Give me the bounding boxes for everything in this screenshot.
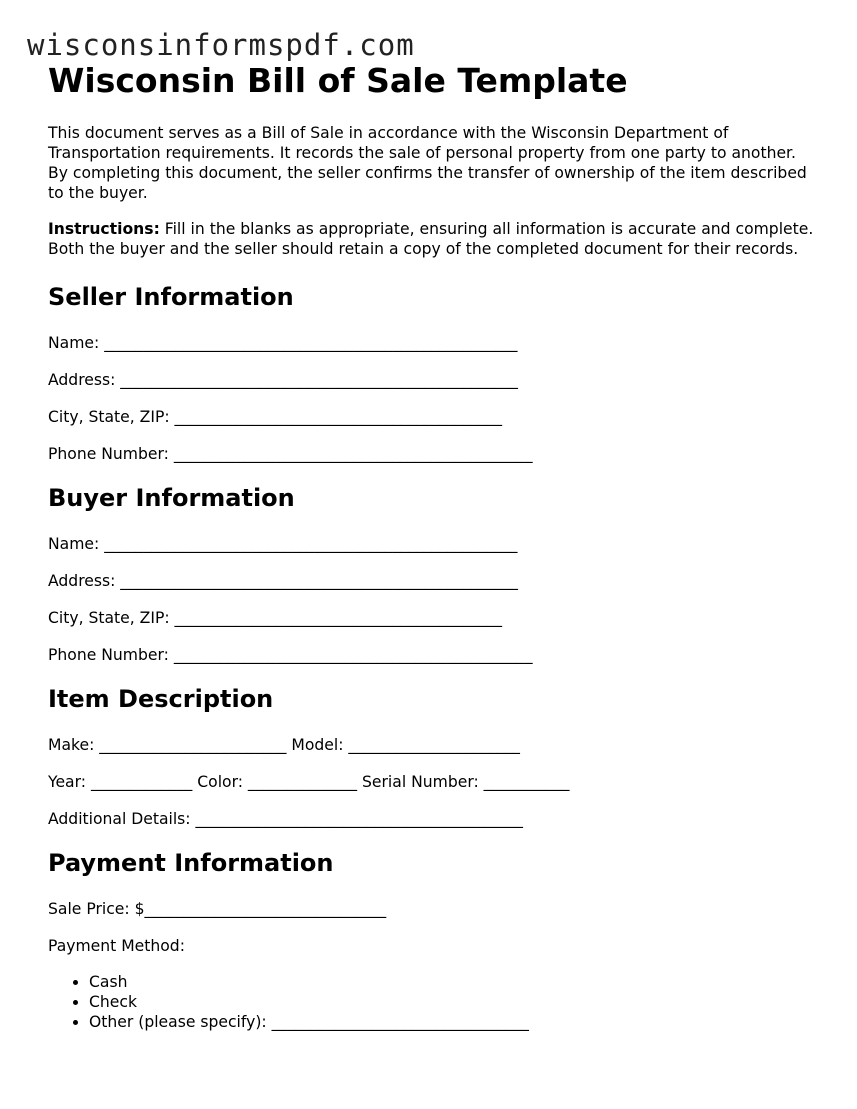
sale-price-field[interactable]: Sale Price: $_______________________________ (48, 900, 387, 918)
instructions-paragraph (48, 219, 818, 259)
buyer-heading: Buyer Information (48, 484, 295, 512)
seller-address-field[interactable]: Address: ___________________________________________________ (48, 371, 518, 389)
buyer-phone-field[interactable]: Phone Number: ______________________________________________ (48, 646, 533, 664)
buyer-name-field[interactable]: Name: _____________________________________________________ (48, 535, 518, 553)
payment-method-cash[interactable]: • Cash (89, 972, 818, 992)
seller-city-state-zip-field[interactable]: City, State, ZIP: __________________________________________ (48, 408, 503, 426)
item-heading: Item Description (48, 685, 274, 713)
payment-section (48, 848, 818, 1032)
seller-section (48, 282, 818, 464)
payment-method-check[interactable]: • Check (89, 992, 818, 1012)
payment-heading: Payment Information (48, 849, 334, 877)
make-model-field[interactable]: Make: ________________________ Model: ______________________ (48, 736, 520, 754)
item-section (48, 684, 818, 829)
payment-method-label: Payment Method: (48, 937, 185, 955)
seller-heading: Seller Information (48, 283, 294, 311)
instructions-label: Instructions: (48, 220, 160, 238)
seller-name-field[interactable]: Name: _____________________________________________________ (48, 334, 518, 352)
payment-method-other[interactable]: • Other (please specify): _________________________________ (89, 1012, 818, 1032)
intro-paragraph: This document serves as a Bill of Sale in accordance with the Wisconsin Department of Transportation requirements. It records the sale of personal property from one party to another. By completing this document, the seller confirms the transfer of ownership of the item described to the buyer. (48, 124, 807, 202)
buyer-section (48, 483, 818, 665)
instructions-text: Fill in the blanks as appropriate, ensuring all information is accurate and complete. Both the buyer and the seller should retain a copy of the completed document for their records. (48, 220, 814, 258)
additional-details-field[interactable]: Additional Details: __________________________________________ (48, 810, 523, 828)
page-title: Wisconsin Bill of Sale Template (48, 61, 628, 100)
buyer-address-field[interactable]: Address: ___________________________________________________ (48, 572, 518, 590)
seller-phone-field[interactable]: Phone Number: ______________________________________________ (48, 445, 533, 463)
year-color-serial-field[interactable]: Year: _____________ Color: ______________ Serial Number: ___________ (48, 773, 570, 791)
document-page (48, 60, 818, 1032)
buyer-city-state-zip-field[interactable]: City, State, ZIP: __________________________________________ (48, 609, 503, 627)
watermark: wisconsinformspdf.com (27, 28, 415, 62)
payment-method-list (48, 972, 818, 1032)
